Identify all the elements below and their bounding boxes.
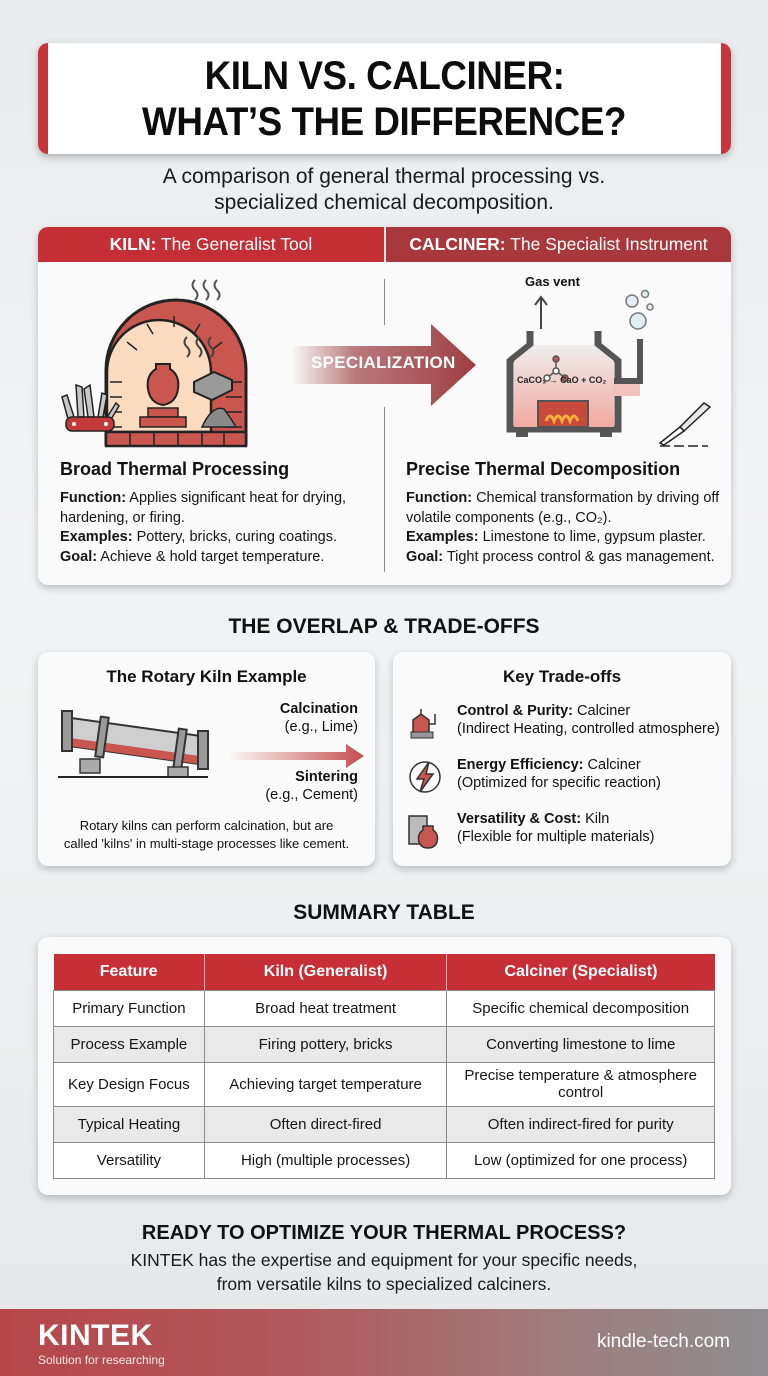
page-title-line-1: KILN VS. CALCINER: xyxy=(204,53,565,98)
tradeoff-text xyxy=(457,756,661,792)
tradeoffs-title: Key Trade-offs xyxy=(502,667,622,686)
summary-table-card xyxy=(38,937,731,1195)
process-arrow-icon xyxy=(228,744,364,768)
kiln-vase-icon xyxy=(407,812,443,850)
table-row xyxy=(54,1106,715,1142)
calcination-example: (e.g., Lime) xyxy=(284,719,358,735)
table-cell: Firing pottery, bricks xyxy=(204,1026,447,1062)
calciner-function-label: Function: xyxy=(406,490,473,506)
rotary-kiln-icon xyxy=(58,707,218,787)
column-header: Kiln (Generalist) xyxy=(204,954,447,990)
sintering-example: (e.g., Cement) xyxy=(265,787,358,803)
table-cell: Precise temperature & atmosphere control xyxy=(447,1062,715,1106)
calcination-label: Calcination xyxy=(279,701,358,717)
kiln-description xyxy=(60,489,370,567)
table-cell: Key Design Focus xyxy=(54,1062,205,1106)
tradeoff-label: Energy Efficiency: xyxy=(457,757,584,773)
sintering-label: Sintering xyxy=(295,769,358,785)
reaction-equation: CaCO₃ → CaO + CO₂ xyxy=(517,375,607,385)
scalpel-icon xyxy=(654,399,714,449)
sintering-label-group xyxy=(218,768,358,804)
tradeoff-text xyxy=(457,810,654,846)
column-divider xyxy=(384,407,385,572)
calciner-furnace-icon xyxy=(407,706,443,742)
tradeoff-value: Kiln xyxy=(581,811,610,827)
table-cell: Typical Heating xyxy=(54,1106,205,1142)
rotary-kiln-note xyxy=(38,817,375,853)
table-cell: Converting limestone to lime xyxy=(447,1026,715,1062)
calciner-goal-label: Goal: xyxy=(406,548,444,565)
cta-line-2: from versatile kilns to specialized calciners. xyxy=(216,1274,552,1294)
cta-line-1: KINTEK has the expertise and equipment for your specific needs, xyxy=(130,1250,638,1270)
note-line-1: Rotary kilns can perform calcination, but are xyxy=(79,818,334,833)
tradeoff-label: Versatility & Cost: xyxy=(457,811,582,827)
calciner-goal-text: Tight process control & gas management. xyxy=(443,548,715,565)
rotary-kiln-title: The Rotary Kiln Example xyxy=(106,667,307,686)
table-cell: Often direct-fired xyxy=(204,1106,447,1142)
cta-text xyxy=(0,1248,768,1296)
subtitle xyxy=(0,164,768,216)
calciner-header xyxy=(386,227,731,262)
note-line-2: called 'kilns' in multi-stage processes like cement. xyxy=(63,836,350,851)
tradeoff-detail: (Indirect Heating, controlled atmosphere) xyxy=(457,721,720,737)
kiln-header-bold: KILN: xyxy=(109,234,157,254)
kiln-examples-text: Pottery, bricks, curing coatings. xyxy=(132,529,337,545)
column-header: Calciner (Specialist) xyxy=(447,954,715,990)
tradeoff-detail: (Optimized for specific reaction) xyxy=(457,775,661,791)
table-header-row xyxy=(54,954,715,990)
subtitle-line-2: specialized chemical decomposition. xyxy=(214,191,554,214)
tradeoff-value: Calciner xyxy=(573,703,631,719)
specialization-label: SPECIALIZATION xyxy=(311,353,456,372)
tradeoff-label: Control & Purity: xyxy=(457,703,573,719)
kiln-header-text: The Generalist Tool xyxy=(156,234,313,254)
calcination-label-group xyxy=(218,700,358,736)
table-cell: Achieving target temperature xyxy=(204,1062,447,1106)
kiln-header xyxy=(38,227,384,262)
kiln-function-text: Applies significant heat for drying, hardening, or firing. xyxy=(60,490,347,526)
tradeoff-item xyxy=(407,756,727,802)
cta-title: READY TO OPTIMIZE YOUR THERMAL PROCESS? xyxy=(141,1222,627,1244)
kiln-goal-text: Achieve & hold target temperature. xyxy=(97,548,325,565)
overlap-heading: THE OVERLAP & TRADE-OFFS xyxy=(228,615,540,638)
calciner-description xyxy=(406,489,726,567)
table-cell: Process Example xyxy=(54,1026,205,1062)
lightning-bolt-icon xyxy=(407,758,443,796)
kiln-goal-label: Goal: xyxy=(60,548,98,565)
calciner-header-text: The Specialist Instrument xyxy=(505,234,708,254)
table-cell: High (multiple processes) xyxy=(204,1142,447,1178)
gas-vent-label: Gas vent xyxy=(525,274,580,289)
table-cell: Specific chemical decomposition xyxy=(447,990,715,1026)
table-cell: Primary Function xyxy=(54,990,205,1026)
page-title-line-2: WHAT’S THE DIFFERENCE? xyxy=(142,99,627,144)
table-row xyxy=(54,1062,715,1106)
title-banner xyxy=(38,43,731,154)
tradeoff-text xyxy=(457,702,720,738)
tradeoff-value: Calciner xyxy=(583,757,641,773)
table-cell: Low (optimized for one process) xyxy=(447,1142,715,1178)
specialization-arrow xyxy=(291,324,476,406)
tradeoff-item xyxy=(407,810,727,856)
kiln-heading: Broad Thermal Processing xyxy=(60,459,290,479)
kiln-function-label: Function: xyxy=(60,490,127,506)
table-cell: Often indirect-fired for purity xyxy=(447,1106,715,1142)
table-row xyxy=(54,990,715,1026)
calciner-examples-text: Limestone to lime, gypsum plaster. xyxy=(478,529,706,545)
calciner-examples-label: Examples: xyxy=(406,529,479,545)
calciner-header-bold: CALCINER: xyxy=(409,234,506,254)
summary-heading: SUMMARY TABLE xyxy=(293,901,475,924)
column-divider xyxy=(384,279,385,325)
table-cell: Versatility xyxy=(54,1142,205,1178)
rotary-kiln-card xyxy=(38,652,375,866)
calciner-furnace-icon xyxy=(500,289,670,449)
summary-table xyxy=(53,954,715,1179)
footer xyxy=(0,1309,768,1376)
key-tradeoffs-card xyxy=(393,652,731,866)
column-header: Feature xyxy=(54,954,205,990)
table-cell: Broad heat treatment xyxy=(204,990,447,1026)
comparison-panel xyxy=(38,227,731,585)
brand-tagline: Solution for researching xyxy=(38,1353,165,1367)
tradeoff-detail: (Flexible for multiple materials) xyxy=(457,829,655,845)
kiln-examples-label: Examples: xyxy=(60,529,133,545)
table-row xyxy=(54,1026,715,1062)
brand-logo[interactable]: KINTEK xyxy=(38,1319,153,1352)
website-link[interactable]: kindle-tech.com xyxy=(596,1331,730,1352)
table-row xyxy=(54,1142,715,1178)
calciner-function-text: Chemical transformation by driving off volatile components (e.g., CO₂). xyxy=(406,490,720,526)
tradeoff-item xyxy=(407,702,727,748)
calciner-heading: Precise Thermal Decomposition xyxy=(406,459,681,479)
subtitle-line-1: A comparison of general thermal processing vs. xyxy=(162,165,606,188)
multi-tool-knife-icon xyxy=(58,375,122,443)
